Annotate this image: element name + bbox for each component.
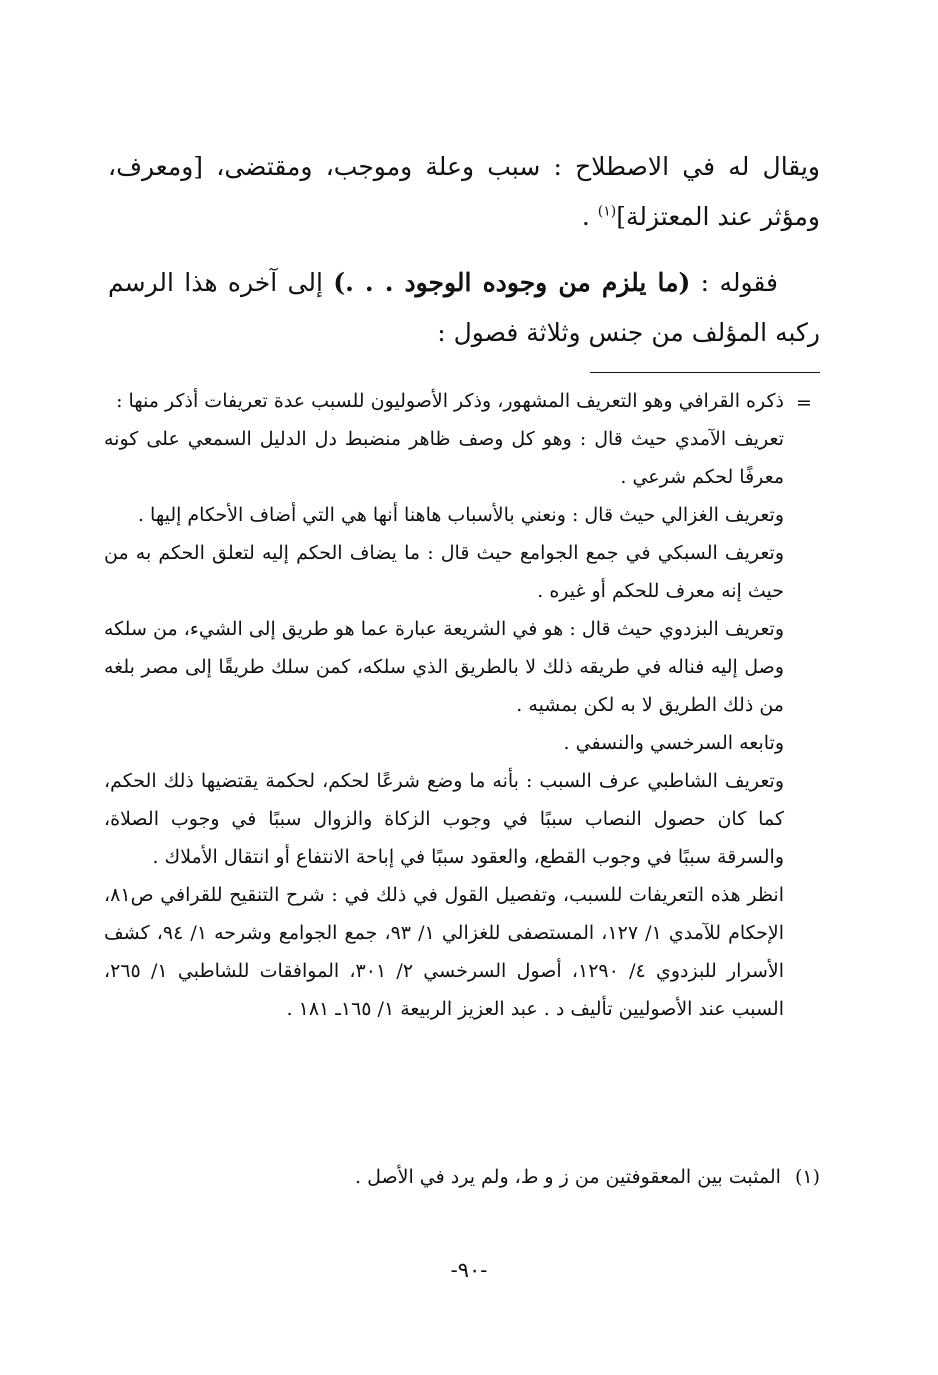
- footnote-line: ذكره القرافي وهو التعريف المشهور، وذكر الأصوليون للسبب عدة تعريفات أذكر منها :: [116, 390, 784, 412]
- footnote-1-number: (١): [794, 1166, 820, 1188]
- footnote-line: وتعريف البزدوي حيث قال : هو في الشريعة عبارة عما هو طريق إلى الشيء، من سلكه وصل إليه فناله في طريقه ذلك لا بالطريق الذي سلكه، كمن سلك طريقًا إلى مصر بلغه من ذلك الطريق لا به لكن بمشيه .: [104, 618, 784, 716]
- footnote-1: [340, 1158, 820, 1196]
- footnote-1-text: المثبت بين المعقوفتين من ز و ط، ولم يرد في الأصل .: [355, 1166, 781, 1188]
- footnote-line: وتابعه السرخسي والنسفي .: [563, 732, 784, 754]
- footnote-line: وتعريف السبكي في جمع الجوامع حيث قال : ما يضاف الحكم إليه لتعلق الحكم به من حيث إنه معرف للحكم أو غيره .: [104, 542, 784, 602]
- footnote-line: تعريف الآمدي حيث قال : وهو كل وصف ظاهر منضبط دل الدليل السمعي على كونه معرفًا لحكم شرعي .: [104, 428, 784, 488]
- footnote-line: انظر هذه التعريفات للسبب، وتفصيل القول في ذلك في : شرح التنقيح للقرافي ص٨١، الإحكام للآمدي ١/ ١٢٧، المستصفى للغزالي ١/ ٩٣، جمع الجوامع وشرحه ١/ ٩٤، كشف الأسرار للبزدوي ٤/ ١٢٩٠، أصول السرخسي ٢/ ٣٠١، الموافقات للشاطبي ١/ ٢٦٥، السبب عند الأصوليين تأليف د . عبد العزيز الربيعة ١/ ١٦٥ـ ١٨١ .: [104, 884, 785, 1020]
- footnote-continuation-mark: =: [796, 392, 812, 414]
- para2-rest: إلى آخره هذا الرسم ركبه المؤلف من جنس وثلاثة فصول :: [108, 268, 820, 347]
- main-paragraph-1: [108, 142, 820, 242]
- footnote-separator: [590, 372, 820, 373]
- footnote-ref-1[interactable]: (١): [597, 203, 617, 220]
- para2-lead: فقوله :: [690, 268, 778, 297]
- para1-end: .: [581, 202, 598, 231]
- para1-text: ويقال له في الاصطلاح : سبب وعلة وموجب، ومقتضى، [ومعرف، ومؤثر عند المعتزلة]: [108, 152, 820, 231]
- page-number: -٩٠-: [450, 1258, 488, 1282]
- footnotes-block: [104, 382, 784, 1028]
- footnote-line: وتعريف الشاطبي عرف السبب : بأنه ما وضع شرعًا لحكم، لحكمة يقتضيها ذلك الحكم، كما كان حصول النصاب سببًا في وجوب الزكاة والزوال سببًا في وجوب الصلاة، والسرقة سببًا في وجوب القطع، والعقود سببًا في إباحة الانتفاع أو انتقال الأملاك .: [104, 770, 784, 868]
- main-paragraph-2: [108, 258, 820, 358]
- footnote-line: وتعريف الغزالي حيث قال : ونعني بالأسباب هاهنا أنها هي التي أضاف الأحكام إليها .: [137, 504, 784, 526]
- para2-quoted-term: (ما يلزم من وجوده الوجود . . .): [333, 268, 691, 297]
